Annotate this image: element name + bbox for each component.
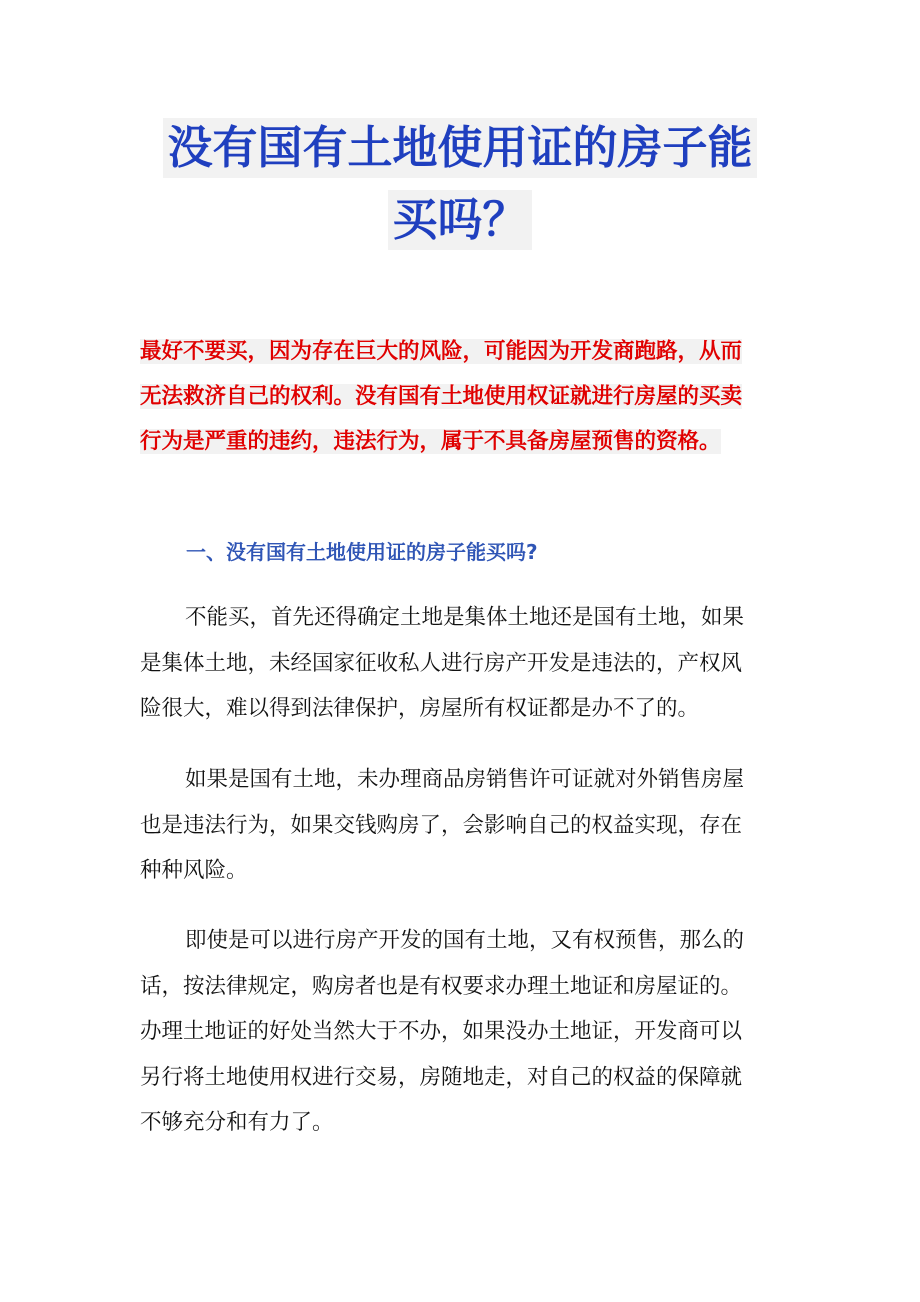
paragraph-3 (140, 918, 790, 1146)
paragraph-line: 即使是可以进行房产开发的国有土地，又有权预售，那么的 (185, 928, 745, 953)
paragraph-line: 是集体土地，未经国家征收私人进行房产开发是违法的，产权风 (140, 650, 743, 676)
paragraph-line: 另行将土地使用权进行交易，房随地走，对自己的权益的保障就 (140, 1064, 743, 1090)
paragraph-line: 不够充分和有力了。 (140, 1110, 334, 1135)
title-line-1: 没有国有土地使用证的房子能 (163, 118, 756, 178)
title-line-2: 买吗？ (388, 190, 531, 250)
summary-block (140, 329, 790, 464)
summary-text: 行为是严重的违约，违法行为，属于不具备房屋预售的资格。 (140, 429, 721, 454)
summary-text: 最好不要买，因为存在巨大的风险，可能因为开发商跑路，从而 (140, 339, 743, 364)
paragraph-2 (140, 757, 790, 894)
paragraph-line: 也是违法行为，如果交钱购房了，会影响自己的权益实现，存在 (140, 812, 743, 838)
paragraph-line: 不能买，首先还得确定土地是集体土地还是国有土地，如果 (185, 605, 745, 630)
summary-line (140, 374, 790, 419)
paragraph-line: 如果是国有土地，未办理商品房销售许可证就对外销售房屋 (185, 767, 745, 792)
paragraph-line: 话，按法律规定，购房者也是有权要求办理土地证和房屋证的。 (140, 973, 743, 999)
paragraph-line: 办理土地证的好处当然大于不办，如果没办土地证，开发商可以 (140, 1019, 743, 1044)
section-heading: 一、没有国有土地使用证的房子能买吗? (186, 540, 538, 564)
page-title (140, 118, 780, 250)
paragraph-line: 险很大，难以得到法律保护，房屋所有权证都是办不了的。 (140, 696, 700, 721)
paragraph-1 (140, 595, 790, 732)
summary-text: 无法救济自己的权利。没有国有土地使用权证就进行房屋的买卖 (140, 384, 743, 409)
summary-line (140, 329, 790, 374)
summary-line (140, 419, 790, 464)
paragraph-line: 种种风险。 (140, 858, 248, 883)
